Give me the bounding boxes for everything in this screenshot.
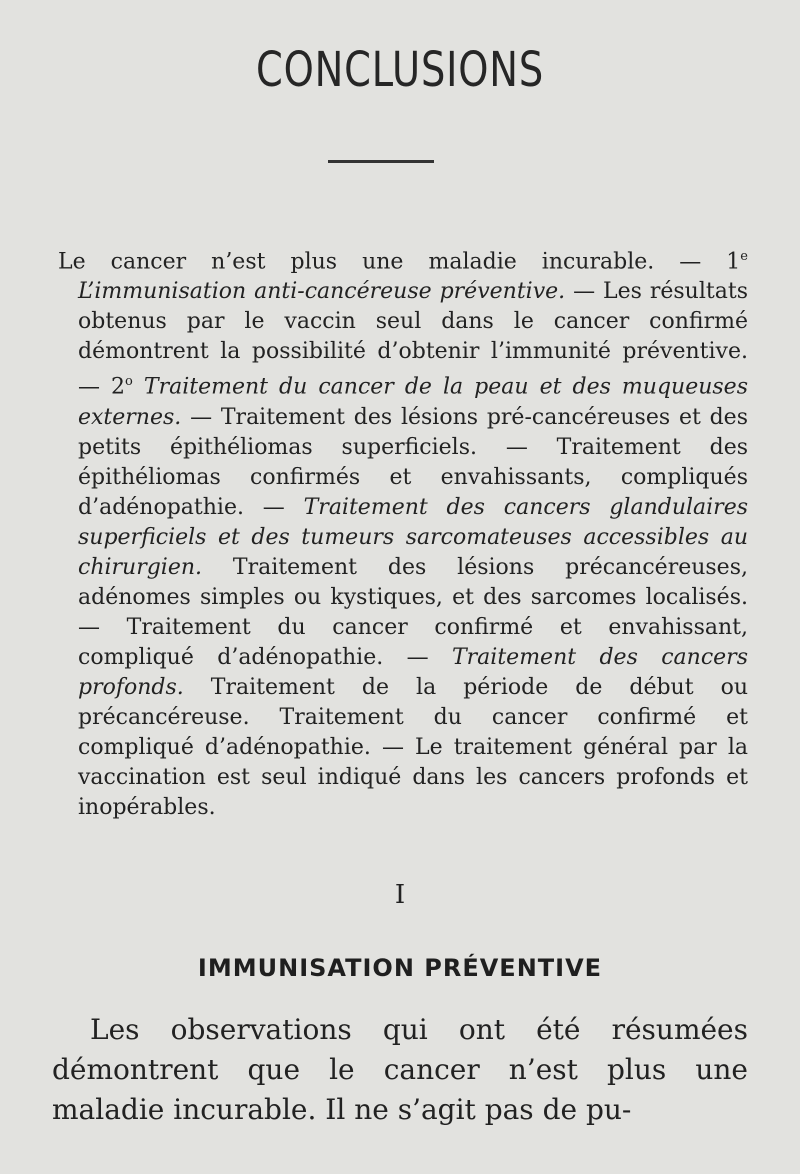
section-number: I — [394, 880, 406, 910]
summary-paragraph — [58, 242, 748, 823]
summary-italic-3: Traitement des cancers glandulaires superficiels et des tumeurs sarcomateuses accessibles au chirurgien. — [78, 494, 749, 580]
title-divider — [328, 160, 434, 163]
summary-text-5: Traitement de la période de début ou précancéreuse. Traitement du cancer confirmé et compliqué d’adénopathie. — Le traitement général par la vaccination est seul indiqué dans les cancers profonds et inopérables. — [78, 674, 748, 820]
summary-text-3: — Traitement des lésions pré-cancéreuses et des petits épithéliomas superficiels. — Traitement des épithéliomas confirmés et envahissants, compliqués d’adénopathie. — — [78, 404, 748, 520]
summary-text-2: — Les résultats obtenus par le vaccin seul dans le cancer confirmé démontrent la possibilité d’obtenir l’immunité préventive. — 2 — [78, 279, 748, 400]
summary-text-1: Le cancer n’est plus une maladie incurable. — 1 — [58, 249, 741, 275]
summary-italic-4: Traitement des cancers profonds. — [78, 644, 748, 700]
summary-block — [58, 242, 748, 823]
body-paragraph: Les observations qui ont été résumées démontrent que le cancer n’est plus une maladie incurable. Il ne s’agit pas de pu- — [52, 1013, 748, 1126]
section-heading: IMMUNISATION PRÉVENTIVE — [197, 954, 603, 982]
summary-sup-2: o — [125, 374, 133, 390]
summary-sup-1: e — [740, 249, 748, 264]
summary-italic-1: L’immunisation anti-cancéreuse préventive. — [78, 279, 566, 305]
page-title: CONCLUSIONS — [256, 42, 544, 98]
summary-text-4: Traitement des lésions précancéreuses, adénomes simples ou kystiques, et des sarcomes localisés. — Traitement du cancer confirmé et envahissant, compliqué d’adénopathie. — — [78, 554, 748, 670]
body-text — [52, 1010, 748, 1130]
summary-italic-2: Traitement du cancer de la peau et des muqueuses externes. — [78, 374, 748, 430]
